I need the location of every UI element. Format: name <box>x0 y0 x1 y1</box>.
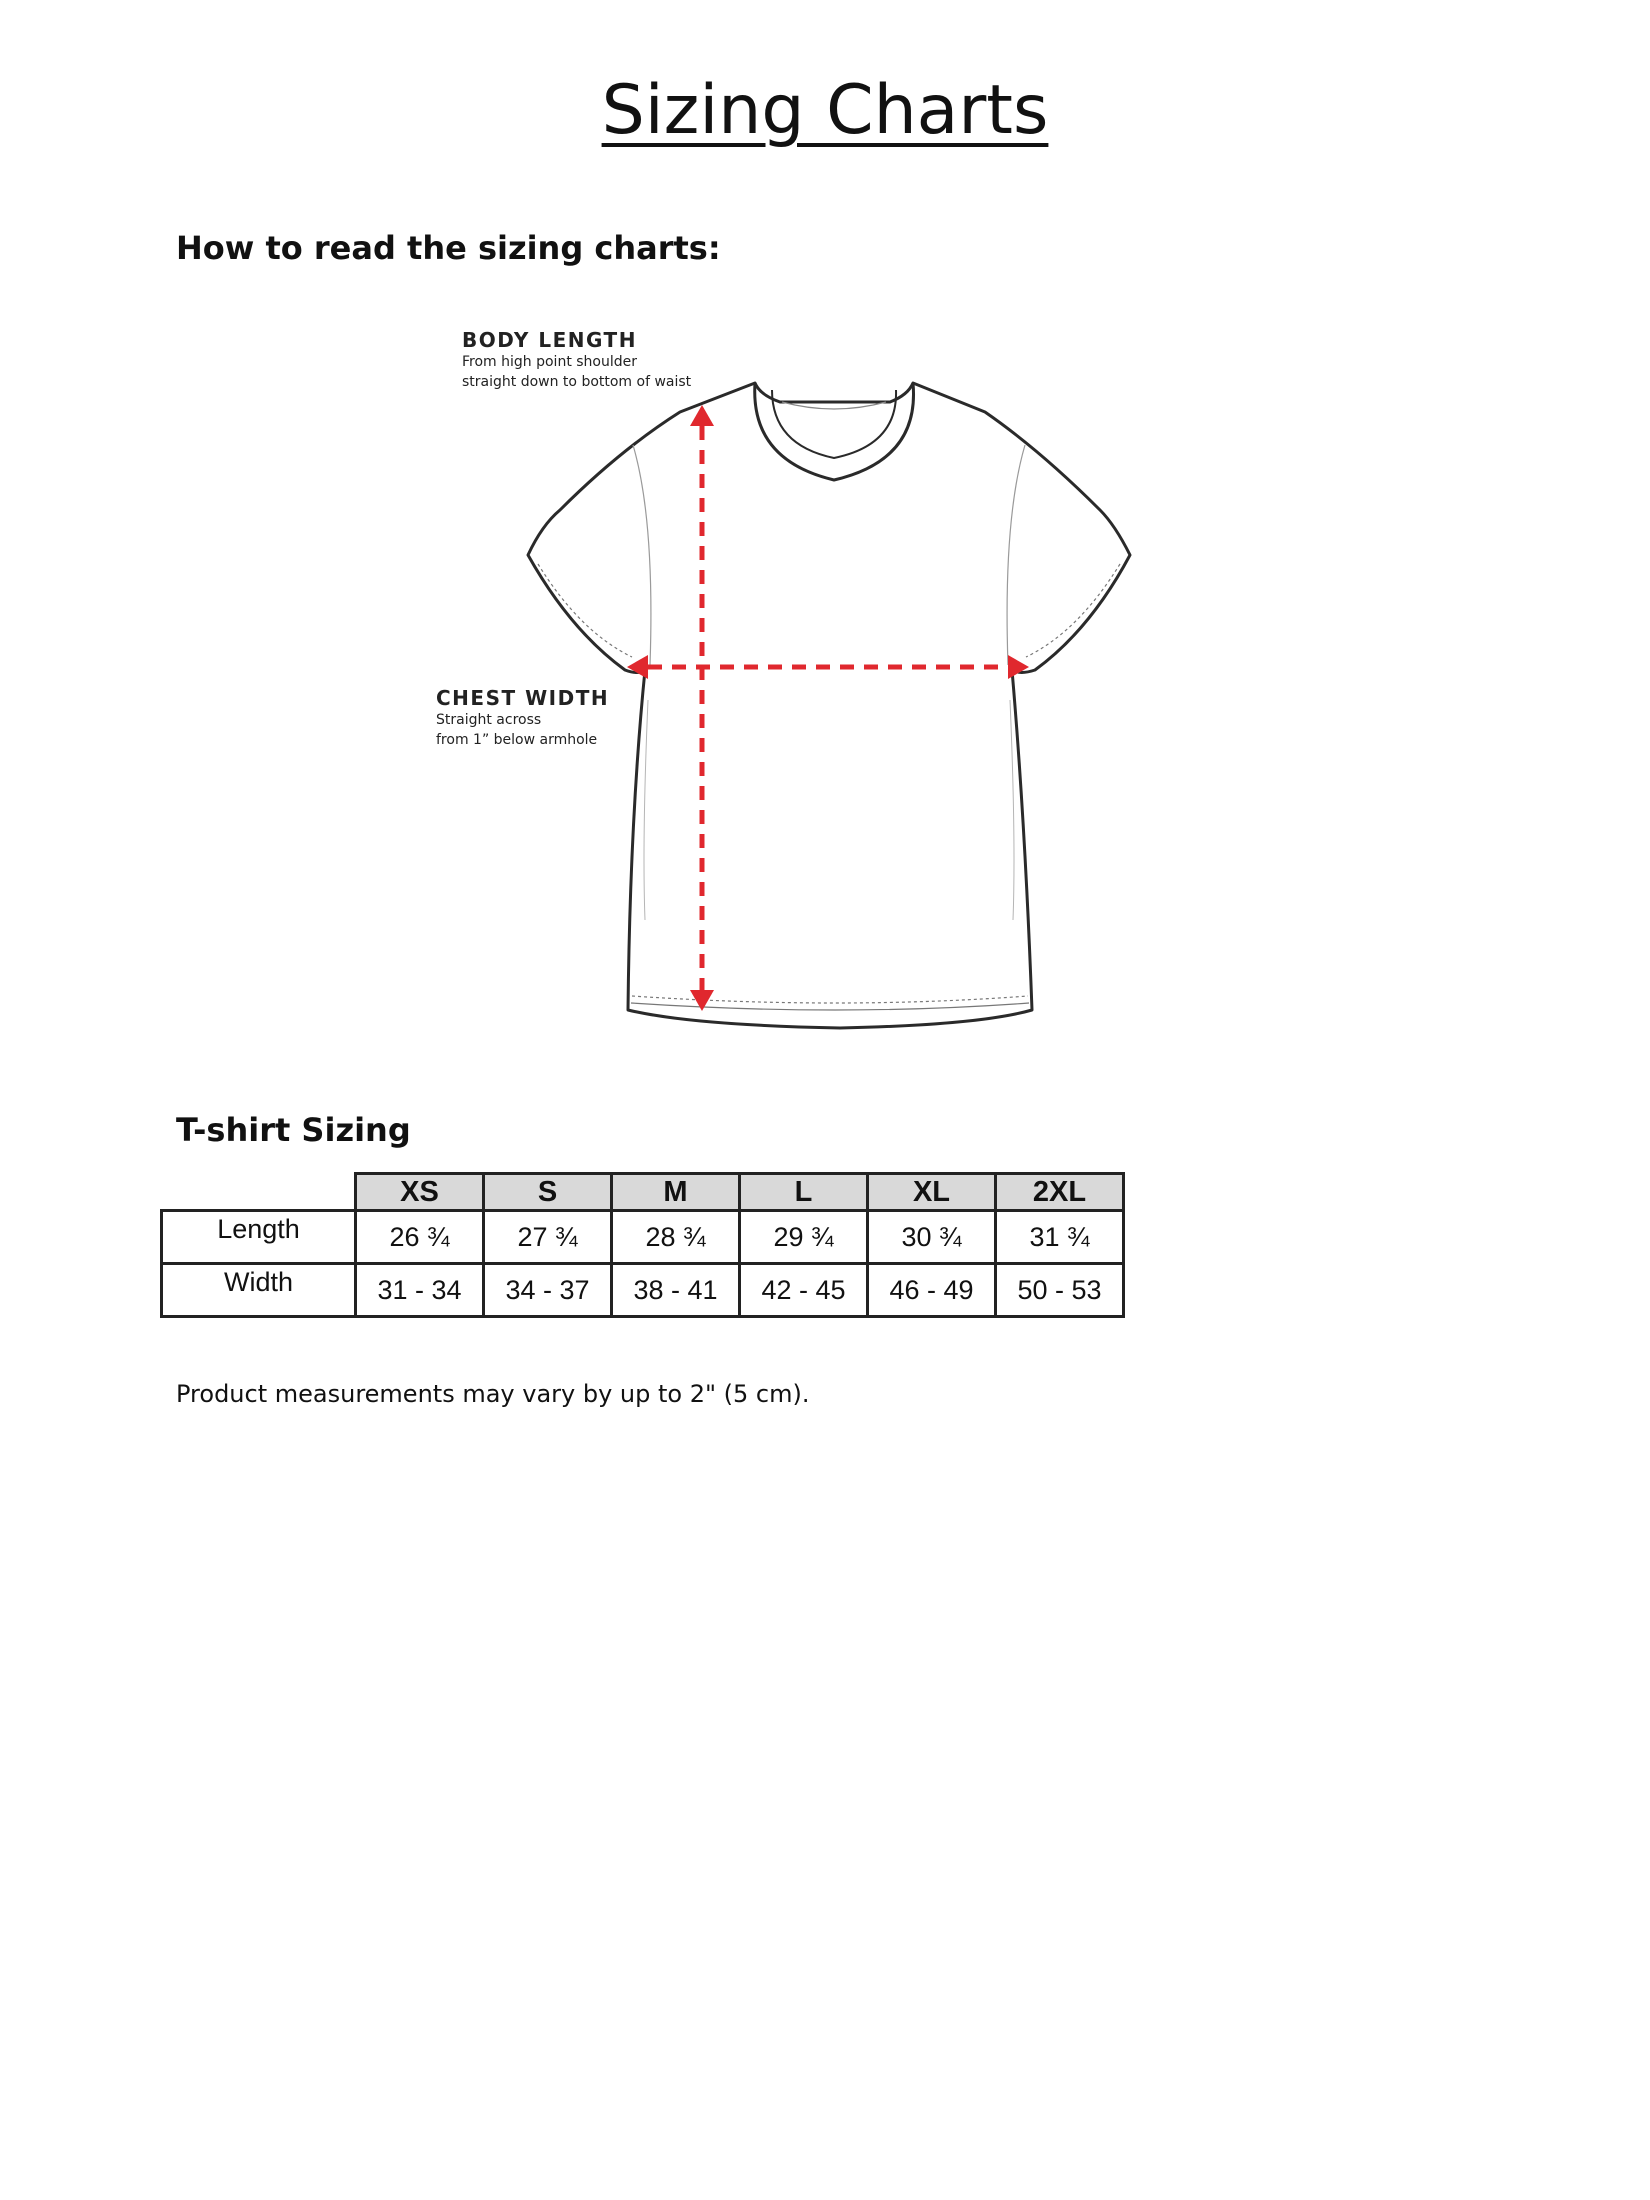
how-to-read-heading: How to read the sizing charts: <box>176 229 721 267</box>
size-table <box>160 1172 1125 1318</box>
chest-width-line: from 1” below armhole <box>436 732 598 748</box>
size-header-xs: XS <box>356 1174 484 1211</box>
chest-width-callout <box>436 686 609 750</box>
table-cell: 46 - 49 <box>868 1264 996 1317</box>
body-length-line: straight down to bottom of waist <box>462 374 692 390</box>
size-header-xl: XL <box>868 1174 996 1211</box>
tshirt-sizing-heading: T-shirt Sizing <box>176 1111 411 1149</box>
table-corner-cell <box>162 1174 356 1211</box>
measurement-note: Product measurements may vary by up to 2" (5 cm). <box>176 1380 810 1408</box>
size-header-row <box>162 1174 1124 1211</box>
table-cell: 50 - 53 <box>996 1264 1124 1317</box>
size-header-s: S <box>484 1174 612 1211</box>
size-header-l: L <box>740 1174 868 1211</box>
measurement-diagram <box>420 320 1180 1050</box>
table-cell: 29 ¾ <box>740 1211 868 1264</box>
table-cell: 27 ¾ <box>484 1211 612 1264</box>
body-length-line: From high point shoulder <box>462 354 638 370</box>
chest-width-line: Straight across <box>436 712 542 728</box>
table-cell: 38 - 41 <box>612 1264 740 1317</box>
table-cell: 28 ¾ <box>612 1211 740 1264</box>
table-cell: 26 ¾ <box>356 1211 484 1264</box>
table-cell: 34 - 37 <box>484 1264 612 1317</box>
size-header-m: M <box>612 1174 740 1211</box>
table-cell: 31 - 34 <box>356 1264 484 1317</box>
table-row-length <box>162 1211 1124 1264</box>
body-length-title: BODY LENGTH <box>462 328 637 352</box>
table-cell: 42 - 45 <box>740 1264 868 1317</box>
body-length-callout <box>462 328 691 392</box>
t-shirt-outline-icon <box>420 320 1180 1050</box>
table-cell: 31 ¾ <box>996 1211 1124 1264</box>
table-row-width <box>162 1264 1124 1317</box>
row-label-width: Width <box>162 1264 356 1317</box>
page-title: Sizing Charts <box>601 71 1049 150</box>
table-cell: 30 ¾ <box>868 1211 996 1264</box>
chest-width-title: CHEST WIDTH <box>436 686 610 710</box>
size-header-2xl: 2XL <box>996 1174 1124 1211</box>
row-label-length: Length <box>162 1211 356 1264</box>
